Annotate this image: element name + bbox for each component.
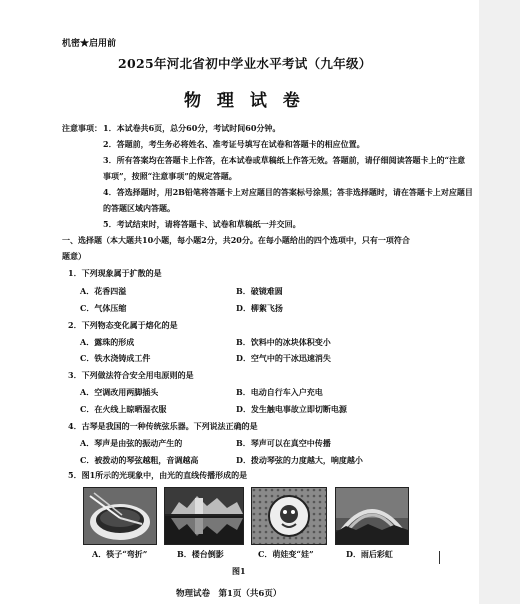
rainbow-image [335, 487, 409, 545]
question-stem: 5．图1所示的光现象中，由光的直线传播形成的是 [68, 470, 248, 480]
magnified-doll-image [251, 487, 327, 545]
figure-caption-b: B．楼台倒影 [177, 549, 224, 559]
tower-reflection-image [164, 487, 244, 545]
instruction-item: 1．本试卷共6页，总分60分，考试时间60分钟。 [103, 123, 281, 133]
question-stem: 4．古琴是我国的一种传统弦乐器。下列说法正确的是 [68, 421, 258, 431]
option-d: D．发生触电事故立即切断电源 [236, 404, 347, 414]
option-a: A．露珠的形成 [80, 337, 135, 347]
chopsticks-in-water-image [83, 487, 157, 545]
figure-label: 图1 [232, 566, 246, 576]
option-c: C．气体压缩 [80, 303, 127, 313]
option-c: C．在火线上晾晒湿衣服 [80, 404, 167, 414]
section-heading: 一、选择题（本大题共10小题，每小题2分，共20分。在每小题给出的四个选项中，只有一项符合题意） [62, 235, 410, 261]
instruction-item: 2．答题前，考生务必将姓名、准考证号填写在试卷和答题卡的相应位置。 [103, 139, 365, 149]
option-b: B．琴声可以在真空中传播 [236, 438, 331, 448]
question-stem: 1．下列现象属于扩散的是 [68, 268, 162, 278]
option-a: A．花香四溢 [80, 286, 127, 296]
figure-caption-c: C．萌娃变“娃” [258, 549, 314, 559]
confidential-label: 机密★启用前 [62, 39, 117, 49]
option-b: B．破镜难圆 [236, 286, 283, 296]
option-d: D．空气中的干冰迅速消失 [236, 353, 331, 363]
option-a: A．琴声是由弦的振动产生的 [80, 438, 183, 448]
option-a: A．空调改用两脚插头 [80, 387, 159, 397]
page-footer: 物理试卷 第1页（共6页） [176, 589, 282, 599]
instructions-label: 注意事项： [62, 123, 102, 133]
viewer-side-panel [479, 0, 520, 604]
question-stem: 2．下列物态变化属于熔化的是 [68, 320, 178, 330]
question-stem: 3．下列做法符合安全用电原则的是 [68, 370, 194, 380]
exam-title: 2025年河北省初中学业水平考试（九年级） [118, 56, 372, 71]
option-b: B．电动自行车入户充电 [236, 387, 323, 397]
option-d: D．拨动琴弦的力度越大，响度越小 [236, 455, 363, 465]
instruction-item: 3．所有答案均在答题卡上作答，在本试卷或草稿纸上作答无效。答题前，请仔细阅读答题卡上的“注意事项”，按照“注意事项”的规定答题。 [103, 155, 466, 181]
option-d: D．柳絮飞扬 [236, 303, 283, 313]
instruction-item: 4．答选择题时，用2B铅笔将答题卡上对应题目的答案标号涂黑；答非选择题时，请在答题卡上对应题目的答题区域内答题。 [103, 187, 473, 213]
figure-caption-a: A．筷子“弯折” [92, 549, 148, 559]
margin-mark [439, 551, 440, 564]
subject-title: 物 理 试 卷 [184, 91, 305, 111]
option-b: B．饮料中的冰块体积变小 [236, 337, 331, 347]
option-c: C．被拨动的琴弦越粗，音调越高 [80, 455, 199, 465]
option-c: C．铁水浇铸成工件 [80, 353, 151, 363]
instruction-item: 5．考试结束时，请将答题卡、试卷和草稿纸一并交回。 [103, 219, 301, 229]
figure-caption-d: D．雨后彩虹 [346, 549, 393, 559]
